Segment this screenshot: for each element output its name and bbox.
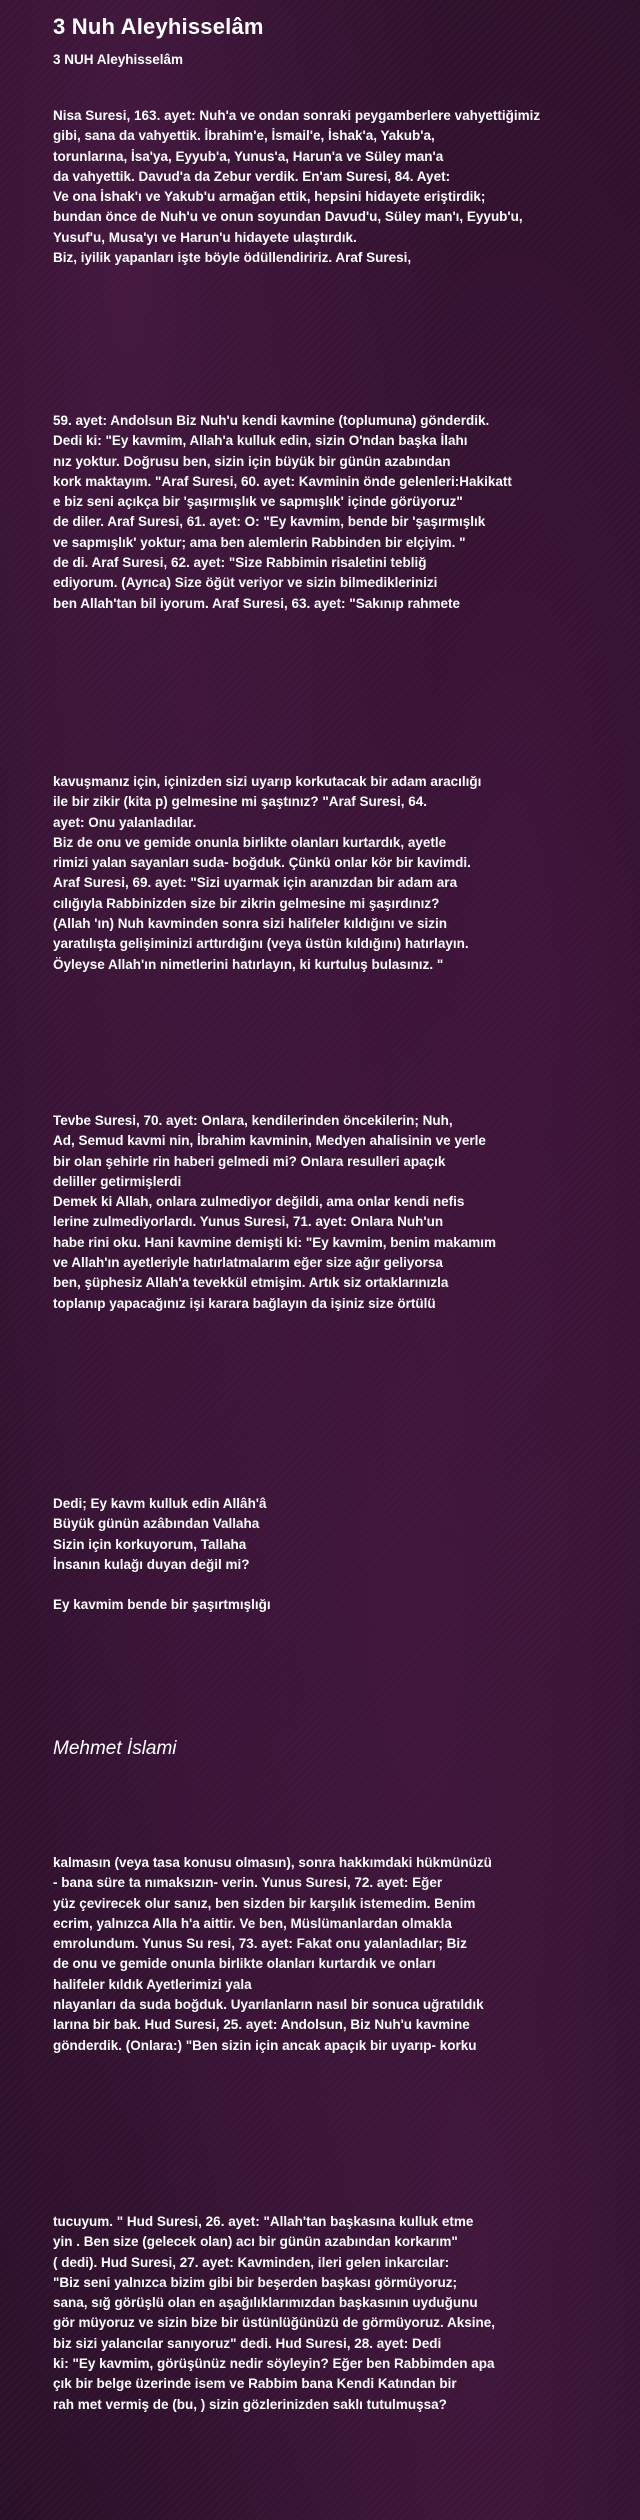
poem-line: bir olan şehirle rin haberi gelmedi mi? Onlara resulleri apaçık [53,1153,446,1169]
poem-line [53,1575,638,1595]
poem-line: e biz seni açıkça bir 'şaşırmışlık ve sapmışlık' içinde görüyoruz" [53,494,463,510]
poem-line: cılığıyla Rabbinizden size bir zikrin gelmesine mi şaşırdınız? [53,895,440,911]
poem-line: Ey kavmim bende bir şaşırtmışlığı [53,1597,271,1613]
poem-line: ayet: Onu yalanladılar. [53,814,197,830]
poem-line: ve Allah'ın ayetleriyle hatırlatmalarım eğer size ağır geliyorsa [53,1255,443,1271]
poem-line: ve sapmışlık' yoktur; ama ben alemlerin Rabbinden bir elçiyim. " [53,534,466,550]
poem-line: torunlarına, İsa'ya, Eyyub'a, Yunus'a, Harun'a ve Süley man'a [53,148,444,164]
poem-line: Ad, Semud kavmi nin, İbrahim kavminin, Medyen ahalisinin ve yerle [53,1133,486,1149]
poem-line: "Biz seni yalnızca bizim gibi bir beşerden başkası görmüyoruz; [53,2274,458,2290]
poem-stanza [53,1853,638,2056]
poem-stanza [53,2212,638,2415]
poem-line: - bana süre ta nımaksızın- verin. Yunus Suresi, 72. ayet: Eğer [53,1875,443,1891]
poem-line: de onu ve gemide onunla birlikte olanları kurtardık ve onları [53,1956,436,1972]
poem-line: 59. ayet: Andolsun Biz Nuh'u kendi kavmine (toplumuna) gönderdik. [53,413,490,428]
poem-stanza [53,1111,638,1314]
poem-line: ben, şüphesiz Allah'a tevekkül etmişim. Artık siz ortaklarınızla [53,1275,449,1291]
poem-line: lerine zulmediyorlardı. Yunus Suresi, 71. ayet: Onlara Nuh'un [53,1214,444,1230]
poem-line: emrolundum. Yunus Su resi, 73. ayet: Fakat onu yalanladılar; Biz [53,1936,467,1952]
poem-line: Yusuf'u, Musa'yı ve Harun'u hidayete ulaştırdık. [53,229,357,245]
poem-line: ecrim, yalnızca Alla h'a aittir. Ve ben, Müslümanlardan olmakla [53,1915,452,1931]
poem-line: ile bir zikir (kita p) gelmesine mi şaştınız? "Araf Suresi, 64. [53,794,428,810]
poem-line: İnsanın kulağı duyan değil mi? [53,1556,250,1572]
poem-line: bundan önce de Nuh'u ve onun soyundan Davud'u, Süley man'ı, Eyyub'u, [53,209,523,225]
poem-line: Dedi ki: "Ey kavmim, Allah'a kulluk edin, sizin O'ndan başka İlahı [53,433,468,449]
poem-line: gör müyoruz ve sizin bize bir üstünlüğünüzü de görmüyoruz. Aksine, [53,2315,496,2331]
poem-line: rimizi yalan sayanları suda- boğduk. Çünkü onlar kör bir kavimdi. [53,855,471,871]
poem-line: Biz de onu ve gemide onunla birlikte olanları kurtardık, ayetle [53,834,447,850]
poem-line: Büyük günün azâbından Vallaha [53,1516,260,1532]
poem-line: toplanıp yapacağınız işi karara bağlayın da işiniz size örtülü [53,1295,436,1311]
poem-line: yüz çevirecek olur sanız, ben sizden bir karşılık istemedim. Benim [53,1895,476,1911]
poem-stanza [53,106,638,268]
poem-line: ki: "Ey kavmim, görüşünüz nedir söyleyin? Eğer ben Rabbimden apa [53,2356,495,2372]
poem-line: Tevbe Suresi, 70. ayet: Onlara, kendilerinden öncekilerin; Nuh, [53,1113,453,1128]
poem-line: nlayanları da suda boğduk. Uyarılanların nasıl bir sonuca uğratıldık [53,1997,484,2013]
poem-line: Nisa Suresi, 163. ayet: Nuh'a ve ondan sonraki peygamberlere vahyettiğimiz [53,108,541,123]
poem-line: çık bir belge üzerinde isem ve Rabbim bana Kendi Katından bir [53,2376,457,2392]
poem-line: Demek ki Allah, onlara zulmediyor değildi, ama onlar kendi nefis [53,1194,465,1210]
poem-stanza [53,772,638,975]
poem-line: (Allah 'ın) Nuh kavminden sonra sizi halifeler kıldığını ve sizin [53,916,448,932]
poem-line: nız yoktur. Doğrusu ben, sizin için büyük bir günün azabından [53,453,451,469]
poem-line: gönderdik. (Onlara:) "Ben sizin için ancak apaçık bir uyarıp- korku [53,2037,477,2053]
poem-subtitle: 3 NUH Aleyhisselâm [53,52,184,67]
poem-line: ( dedi). Hud Suresi, 27. ayet: Kavminden, ileri gelen inkarcılar: [53,2254,450,2270]
poem-line: rah met vermiş de (bu, ) sizin gözlerinizden saklı tutulmuşsa? [53,2396,447,2412]
poem-line: de di. Araf Suresi, 62. ayet: "Size Rabbimin risaletini tebliğ [53,555,427,571]
poem-line: Dedi; Ey kavm kulluk edin Allâh'â [53,1496,267,1511]
poem-line: tucuyum. " Hud Suresi, 26. ayet: "Allah'tan başkasına kulluk etme [53,2214,474,2229]
poem-line: kork maktayım. "Araf Suresi, 60. ayet: Kavminin önde gelenleri:Hakikatt [53,473,512,489]
author-name: Mehmet İslami [53,1738,177,1759]
poem-line: gibi, sana da vahyettik. İbrahim'e, İsmail'e, İshak'a, Yakub'a, [53,128,435,144]
poem-line: kavuşmanız için, içinizden sizi uyarıp korkutacak bir adam aracılığı [53,774,482,789]
poem-stanza [53,411,638,614]
poem-line: ediyorum. (Ayrıca) Size öğüt veriyor ve sizin bilmediklerinizi [53,575,438,591]
poem-line: kalmasın (veya tasa konusu olmasın), sonra hakkımdaki hükmünüzü [53,1855,492,1870]
poem-line: larına bir bak. Hud Suresi, 25. ayet: Andolsun, Biz Nuh'u kavmine [53,2017,470,2033]
poem-line: deliller getirmişlerdi [53,1173,182,1189]
page-title: 3 Nuh Aleyhisselâm [53,14,264,39]
poem-line: Araf Suresi, 69. ayet: "Sizi uyarmak için aranızdan bir adam ara [53,875,458,891]
poem-line: Sizin için korkuyorum, Tallaha [53,1536,247,1552]
poem-line: Biz, iyilik yapanları işte böyle ödüllendiririz. Araf Suresi, [53,250,412,266]
poem-line: de diler. Araf Suresi, 61. ayet: O: "Ey kavmim, bende bir 'şaşırmışlık [53,514,486,530]
poem-line: Öyleyse Allah'ın nimetlerini hatırlayın, ki kurtuluş bulasınız. " [53,956,444,972]
poem-line: Ve ona İshak'ı ve Yakub'u armağan ettik, hepsini hidayete eriştirdik; [53,189,486,205]
poem-stanza [53,1494,638,1616]
poem-line: biz sizi yalancılar sanıyoruz" dedi. Hud Suresi, 28. ayet: Dedi [53,2335,442,2351]
poem-line: yin . Ben size (gelecek olan) acı bir günün azabından korkarım" [53,2234,458,2250]
poem-line: yaratılışta gelişiminizi arttırdığını (veya üstün kıldığını) hatırlayın. [53,936,469,952]
poem-line: sana, sığ görüşlü olan en aşağılıklarımızdan başkasının uyduğunu [53,2295,478,2311]
poem-line: da vahyettik. Davud'a da Zebur verdik. En'am Suresi, 84. Ayet: [53,168,451,184]
poem-line: ben Allah'tan bil iyorum. Araf Suresi, 63. ayet: "Sakınıp rahmete [53,595,460,611]
poem-line: habe rini oku. Hani kavmine demişti ki: "Ey kavmim, benim makamım [53,1234,497,1250]
poem-line: halifeler kıldık Ayetlerimizi yala [53,1976,252,1992]
